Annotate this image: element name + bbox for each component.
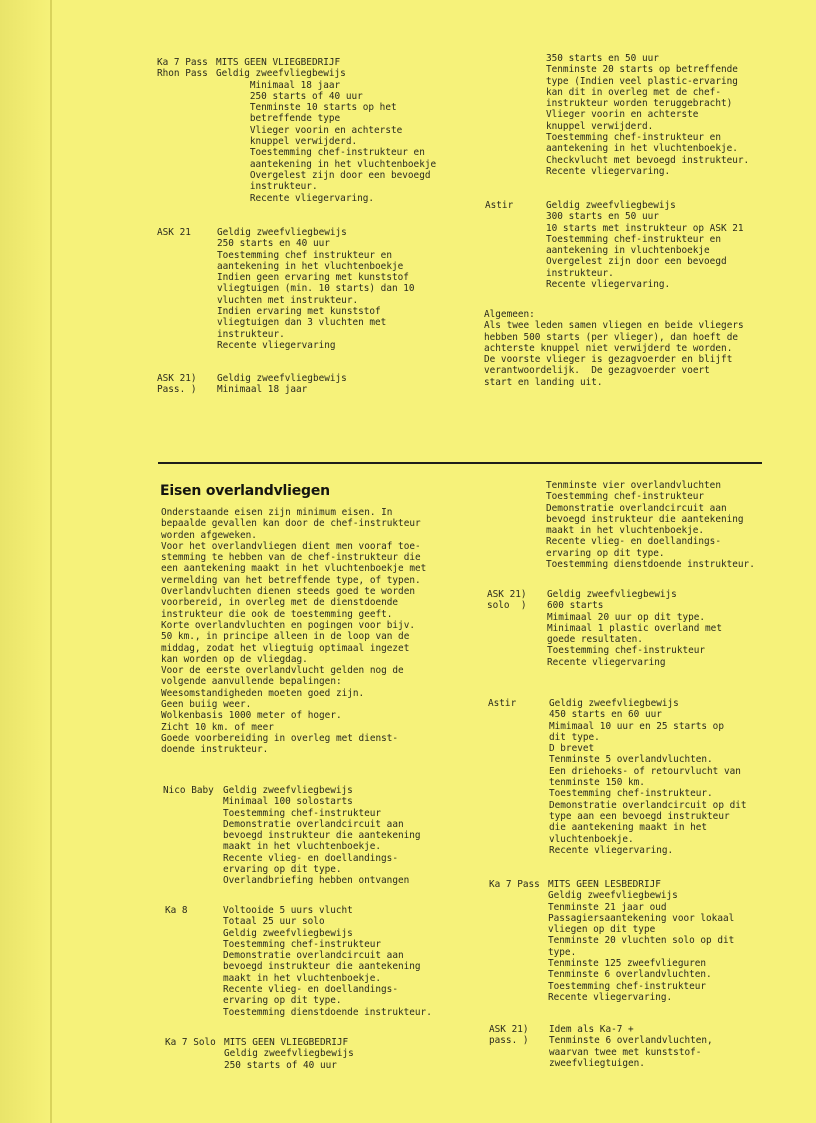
aircraft-label: Ka 7 Pass Rhon Pass: [157, 57, 208, 80]
requirements-text: MITS GEEN LESBEDRIJF Geldig zweefvliegbewijs Tenminste 21 jaar oud Passagiersaantekening voor lokaal vliegen op dit type Tenminste 20 vluchten solo op dit type. Tenminste 125 zweefvlieguren Tenminste 6 overlandvluchten. Toestemming chef-instrukteur Recente vliegervaring.: [548, 879, 735, 1003]
requirements-text: MITS GEEN VLIEGBEDRIJF Geldig zweefvliegbewijs Minimaal 18 jaar 250 starts of 40 uur Tenminste 10 starts op het betreffende type Vlieger voorin en achterste knuppel verwijderd. Toestemming chef-instrukteur en aantekening in het vluchtenboekje Overgelest zijn door een bevoegd instrukteur. Recente vliegervaring.: [216, 57, 437, 204]
aircraft-label: ASK 21) Pass. ): [157, 373, 197, 396]
section-title: Eisen overlandvliegen: [160, 483, 330, 499]
requirements-text: Geldig zweefvliegbewijs 450 starts en 60 uur Mimimaal 10 uur en 25 starts op dit type. D brevet Tenminste 5 overlandvluchten. Een driehoeks- of retourvlucht van tenminste 150 km. Toestemming chef-instrukteur. Demonstratie overlandcircuit op dit type aan een bevoegd instrukteur die aantekening maakt in het vluchtenboekje. Recente vliegervaring.: [549, 698, 747, 856]
page-fold-line: [50, 0, 52, 1123]
aircraft-label: ASK 21) solo ): [487, 589, 527, 612]
requirements-text: Geldig zweefvliegbewijs 250 starts en 40 uur Toestemming chef instrukteur en aantekening in het vluchtenboekje Indien geen ervaring met kunststof vliegtuigen (min. 10 starts) dan 10 vluchten met instrukteur. Indien ervaring met kunststof vliegtuigen dan 3 vluchten met instrukteur. Recente vliegervaring: [217, 227, 415, 351]
aircraft-label: Nico Baby: [163, 785, 214, 796]
requirements-text: Geldig zweefvliegbewijs 300 starts en 50 uur 10 starts met instrukteur op ASK 21 Toestemming chef-instrukteur en aantekening in vluchtenboekje Overgelest zijn door een bevoegd instrukteur. Recente vliegervaring.: [546, 200, 744, 291]
requirements-text: Idem als Ka-7 + Tenminste 6 overlandvluchten, waarvan twee met kunststof- zweefvliegtuigen.: [549, 1024, 713, 1069]
requirements-text: Geldig zweefvliegbewijs 600 starts Mimimaal 20 uur op dit type. Minimaal 1 plastic overland met goede resultaten. Toestemming chef-instrukteur Recente vliegervaring: [547, 589, 722, 668]
aircraft-label: Ka 7 Pass: [489, 879, 540, 890]
general-note: Algemeen: Als twee leden samen vliegen en beide vliegers hebben 500 starts (per vlieger), dan hoeft de achterste knuppel niet verwijderd te worden. De voorste vlieger is gezagvoerder en blijft verantwoordelijk. De gezagvoerder voert start en landing uit.: [484, 309, 744, 388]
aircraft-label: Ka 8: [165, 905, 188, 916]
requirements-text-continued: Tenminste vier overlandvluchten Toestemming chef-instrukteur Demonstratie overlandcircuit aan bevoegd instrukteur die aantekening maakt in het vluchtenboekje. Recente vlieg- en doellandings- ervaring op dit type. Toestemming dienstdoende instrukteur.: [546, 480, 755, 571]
requirements-text: MITS GEEN VLIEGBEDRIJF Geldig zweefvliegbewijs 250 starts of 40 uur: [224, 1037, 354, 1071]
section-divider: [158, 462, 762, 464]
requirements-text-continued: 350 starts en 50 uur Tenminste 20 starts op betreffende type (Indien veel plastic-ervaring kan dit in overleg met de chef- instrukteur worden teruggebracht) Vlieger voorin en achterste knuppel verwijderd. Toestemming chef-instrukteur en aantekening in het vluchtenboekje. Checkvlucht met bevoegd instrukteur. Recente vliegervaring.: [546, 53, 750, 177]
aircraft-label: Astir: [488, 698, 517, 709]
aircraft-label: ASK 21) pass. ): [489, 1024, 529, 1047]
aircraft-label: Ka 7 Solo: [165, 1037, 216, 1048]
requirements-text: Geldig zweefvliegbewijs Minimaal 100 solostarts Toestemming chef-instrukteur Demonstratie overlandcircuit aan bevoegd instrukteur die aantekening maakt in het vluchtenboekje. Recente vlieg- en doellandings- ervaring op dit type. Overlandbriefing hebben ontvangen: [223, 785, 421, 887]
requirements-text: Geldig zweefvliegbewijs Minimaal 18 jaar: [217, 373, 347, 396]
requirements-text: Voltooide 5 uurs vlucht Totaal 25 uur solo Geldig zweefvliegbewijs Toestemming chef-instrukteur Demonstratie overlandcircuit aan bevoegd instrukteur die aantekening maakt in het vluchtenboekje. Recente vlieg- en doellandings- ervaring op dit type. Toestemming dienstdoende instrukteur.: [223, 905, 432, 1018]
aircraft-label: ASK 21: [157, 227, 191, 238]
intro-paragraph: Onderstaande eisen zijn minimum eisen. In bepaalde gevallen kan door de chef-instrukteur worden afgeweken. Voor het overlandvliegen dient men vooraf toe- stemming te hebben van de chef-instrukteur die een aantekening maakt in het vluchtenboekje met vermelding van het betreffende type, of typen. Overlandvluchten dienen steeds goed te worden voorbereid, in overleg met de dienstdoende instrukteur die ook de toestemming geeft. Korte overlandvluchten en pogingen voor bijv. 50 km., in principe alleen in de loop van de middag, zodat het vliegtuig optimaal ingezet kan worden op de vliegdag. Voor de eerste overlandvlucht gelden nog de volgende aanvullende bepalingen: Weesomstandigheden moeten goed zijn. Geen buiig weer. Wolkenbasis 1000 meter of hoger. Zicht 10 km. of meer Goede voorbereiding in overleg met dienst- doende instrukteur.: [161, 507, 427, 756]
aircraft-label: Astir: [485, 200, 514, 211]
page-margin-shadow: [0, 0, 52, 1123]
